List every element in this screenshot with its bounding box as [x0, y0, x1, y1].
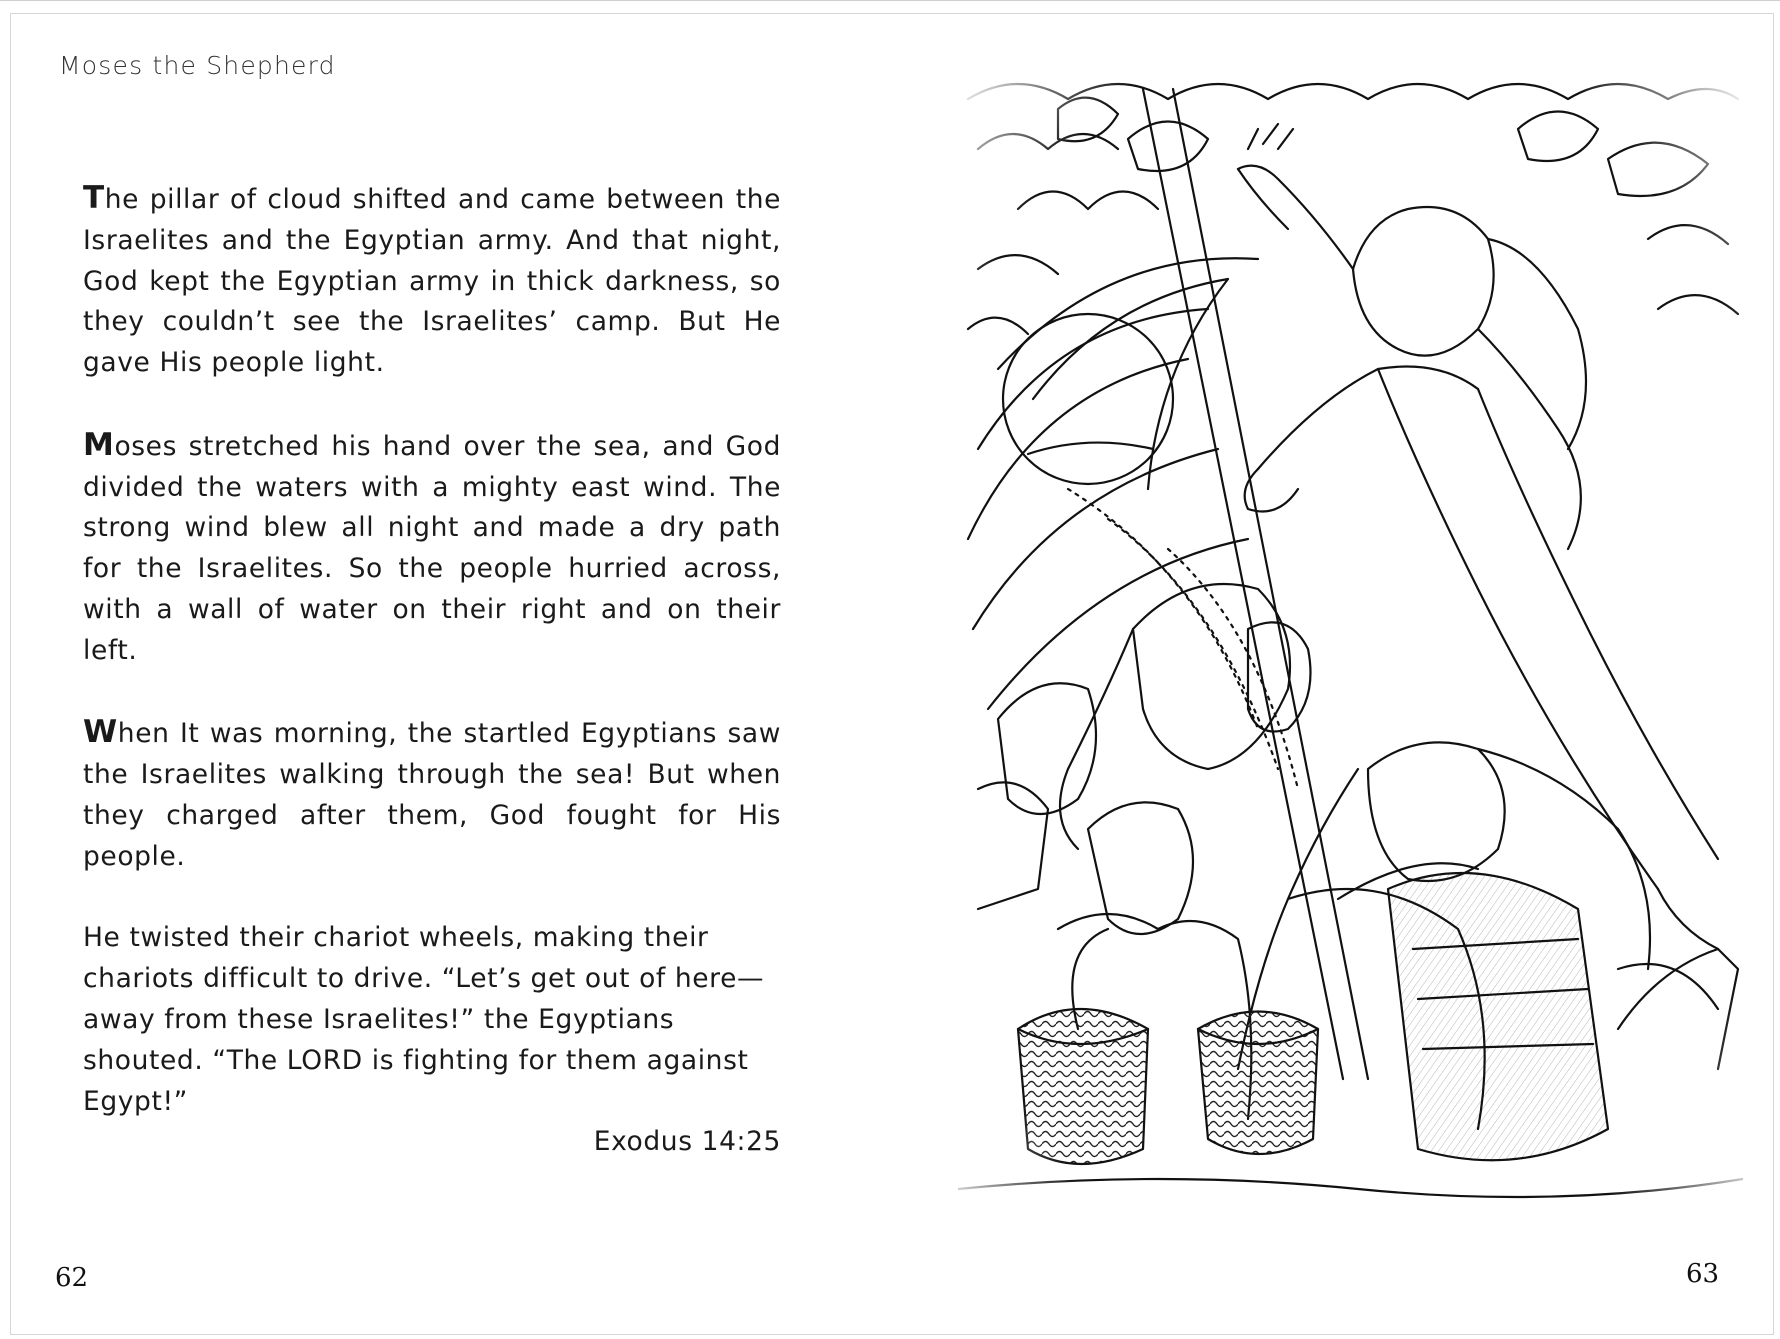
paragraph-4: [83, 918, 781, 1163]
scripture-reference: Exodus 14:25: [593, 1126, 781, 1158]
running-head: Moses the Shepherd: [59, 51, 336, 80]
paragraph-text: He twisted their chariot wheels, making their chariots difficult to drive. “Let’s get out of here—away from these Israelites!” the Egyptians shouted. “The LORD is fighting for them against Egypt!”: [83, 922, 765, 1117]
paragraph-text: oses stretched his hand over the sea, and God divided the waters with a mighty east wind. The strong wind blew all night and made a dry path for the Israelites. So the people hurried across, with a wall of water on their right and on their left.: [83, 430, 781, 666]
page-number-left: 62: [55, 1263, 89, 1293]
dropcap: T: [83, 180, 105, 216]
dropcap: W: [83, 714, 118, 751]
paragraph-2: [83, 425, 781, 672]
paragraph-text: hen It was morning, the startled Egyptians saw the Israelites walking through the sea! But when they charged after them, God fought for His people.: [83, 718, 781, 872]
paragraph-1: [83, 178, 781, 384]
moses-parting-sea-illustration: [958, 69, 1743, 1249]
paragraph-text: he pillar of cloud shifted and came between the Israelites and the Egyptian army. And that night, God kept the Egyptian army in thick darkness, so they couldn’t see the Israelites’ camp. But He gave His people light.: [83, 184, 781, 379]
page-number-right: 63: [1686, 1259, 1720, 1289]
paragraph-3: [83, 712, 781, 877]
story-text: [83, 178, 781, 1163]
dropcap: M: [83, 426, 115, 463]
